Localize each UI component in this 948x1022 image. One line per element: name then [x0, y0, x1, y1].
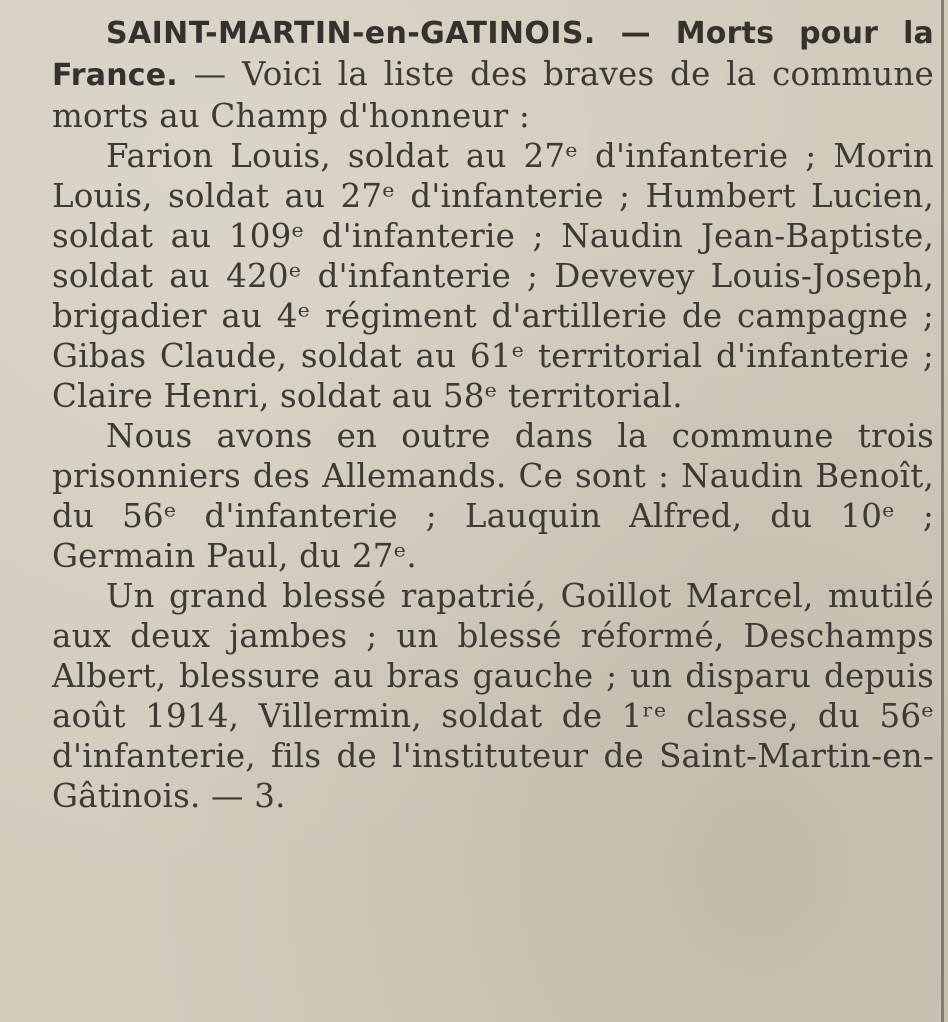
subhead-dash: —: [177, 55, 243, 93]
article-intro: Voici la liste des braves de la commune morts au Champ d'honneur :: [52, 55, 934, 135]
article-subhead: Morts pour la France.: [52, 16, 934, 93]
paragraph-prisoners: Nous avons en outre dans la commune trois prisonniers des Allemands. Ce sont : Naudin Benoît, du 56ᵉ d'infanterie ; Lauquin Alfred, du 10ᵉ ; Germain Paul, du 27ᵉ.: [52, 417, 934, 575]
article: [52, 12, 934, 816]
paragraph-wounded: Un grand blessé rapatrié, Goillot Marcel, mutilé aux deux jambes ; un blessé réformé, Deschamps Albert, blessure au bras gauche ; un disparu depuis août 1914, Villermin, soldat de 1ʳᵉ classe, du 56ᵉ d'infanterie, fils de l'instituteur de Saint-Martin-en-Gâtinois. — 3.: [52, 577, 934, 815]
article-headline: SAINT-MARTIN-en-GATINOIS.: [106, 16, 596, 51]
paragraph-dead: Farion Louis, soldat au 27ᵉ d'infanterie ; Morin Louis, soldat au 27ᵉ d'infanterie ; Humbert Lucien, soldat au 109ᵉ d'infanterie ; Naudin Jean-Baptiste, soldat au 420ᵉ d'infanterie ; Devevey Louis-Joseph, brigadier au 4ᵉ régiment d'artillerie de campagne ; Gibas Claude, soldat au 61ᵉ territorial d'infanterie ; Claire Henri, soldat au 58ᵉ territorial.: [52, 137, 934, 415]
article-lead-paragraph: [52, 12, 934, 136]
headline-dash: —: [595, 16, 676, 51]
column-rule: [941, 0, 944, 1022]
